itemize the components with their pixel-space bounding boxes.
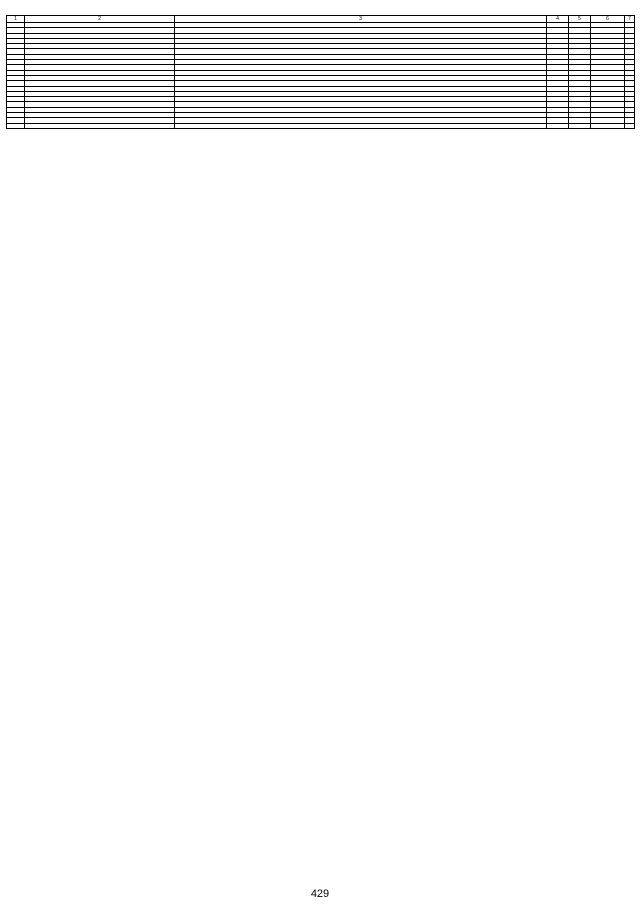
document-page — [6, 15, 634, 129]
col-6-header: 6 — [591, 16, 625, 23]
page-number: 429 — [310, 888, 330, 900]
col-4-header: 4 — [547, 16, 569, 23]
table-cell — [625, 123, 635, 128]
table-row — [7, 123, 635, 128]
register-table — [6, 15, 635, 129]
table-cell — [7, 123, 25, 128]
col-7-header: 7 — [625, 16, 635, 23]
table-body — [7, 23, 635, 129]
col-2-header: 2 — [25, 16, 175, 23]
table-cell — [175, 123, 547, 128]
col-1-header: 1 — [7, 16, 25, 23]
table-cell — [569, 123, 591, 128]
column-number-row — [7, 16, 635, 23]
table-cell — [591, 123, 625, 128]
table-cell — [547, 123, 569, 128]
col-5-header: 5 — [569, 16, 591, 23]
col-3-header: 3 — [175, 16, 547, 23]
table-cell — [25, 123, 175, 128]
